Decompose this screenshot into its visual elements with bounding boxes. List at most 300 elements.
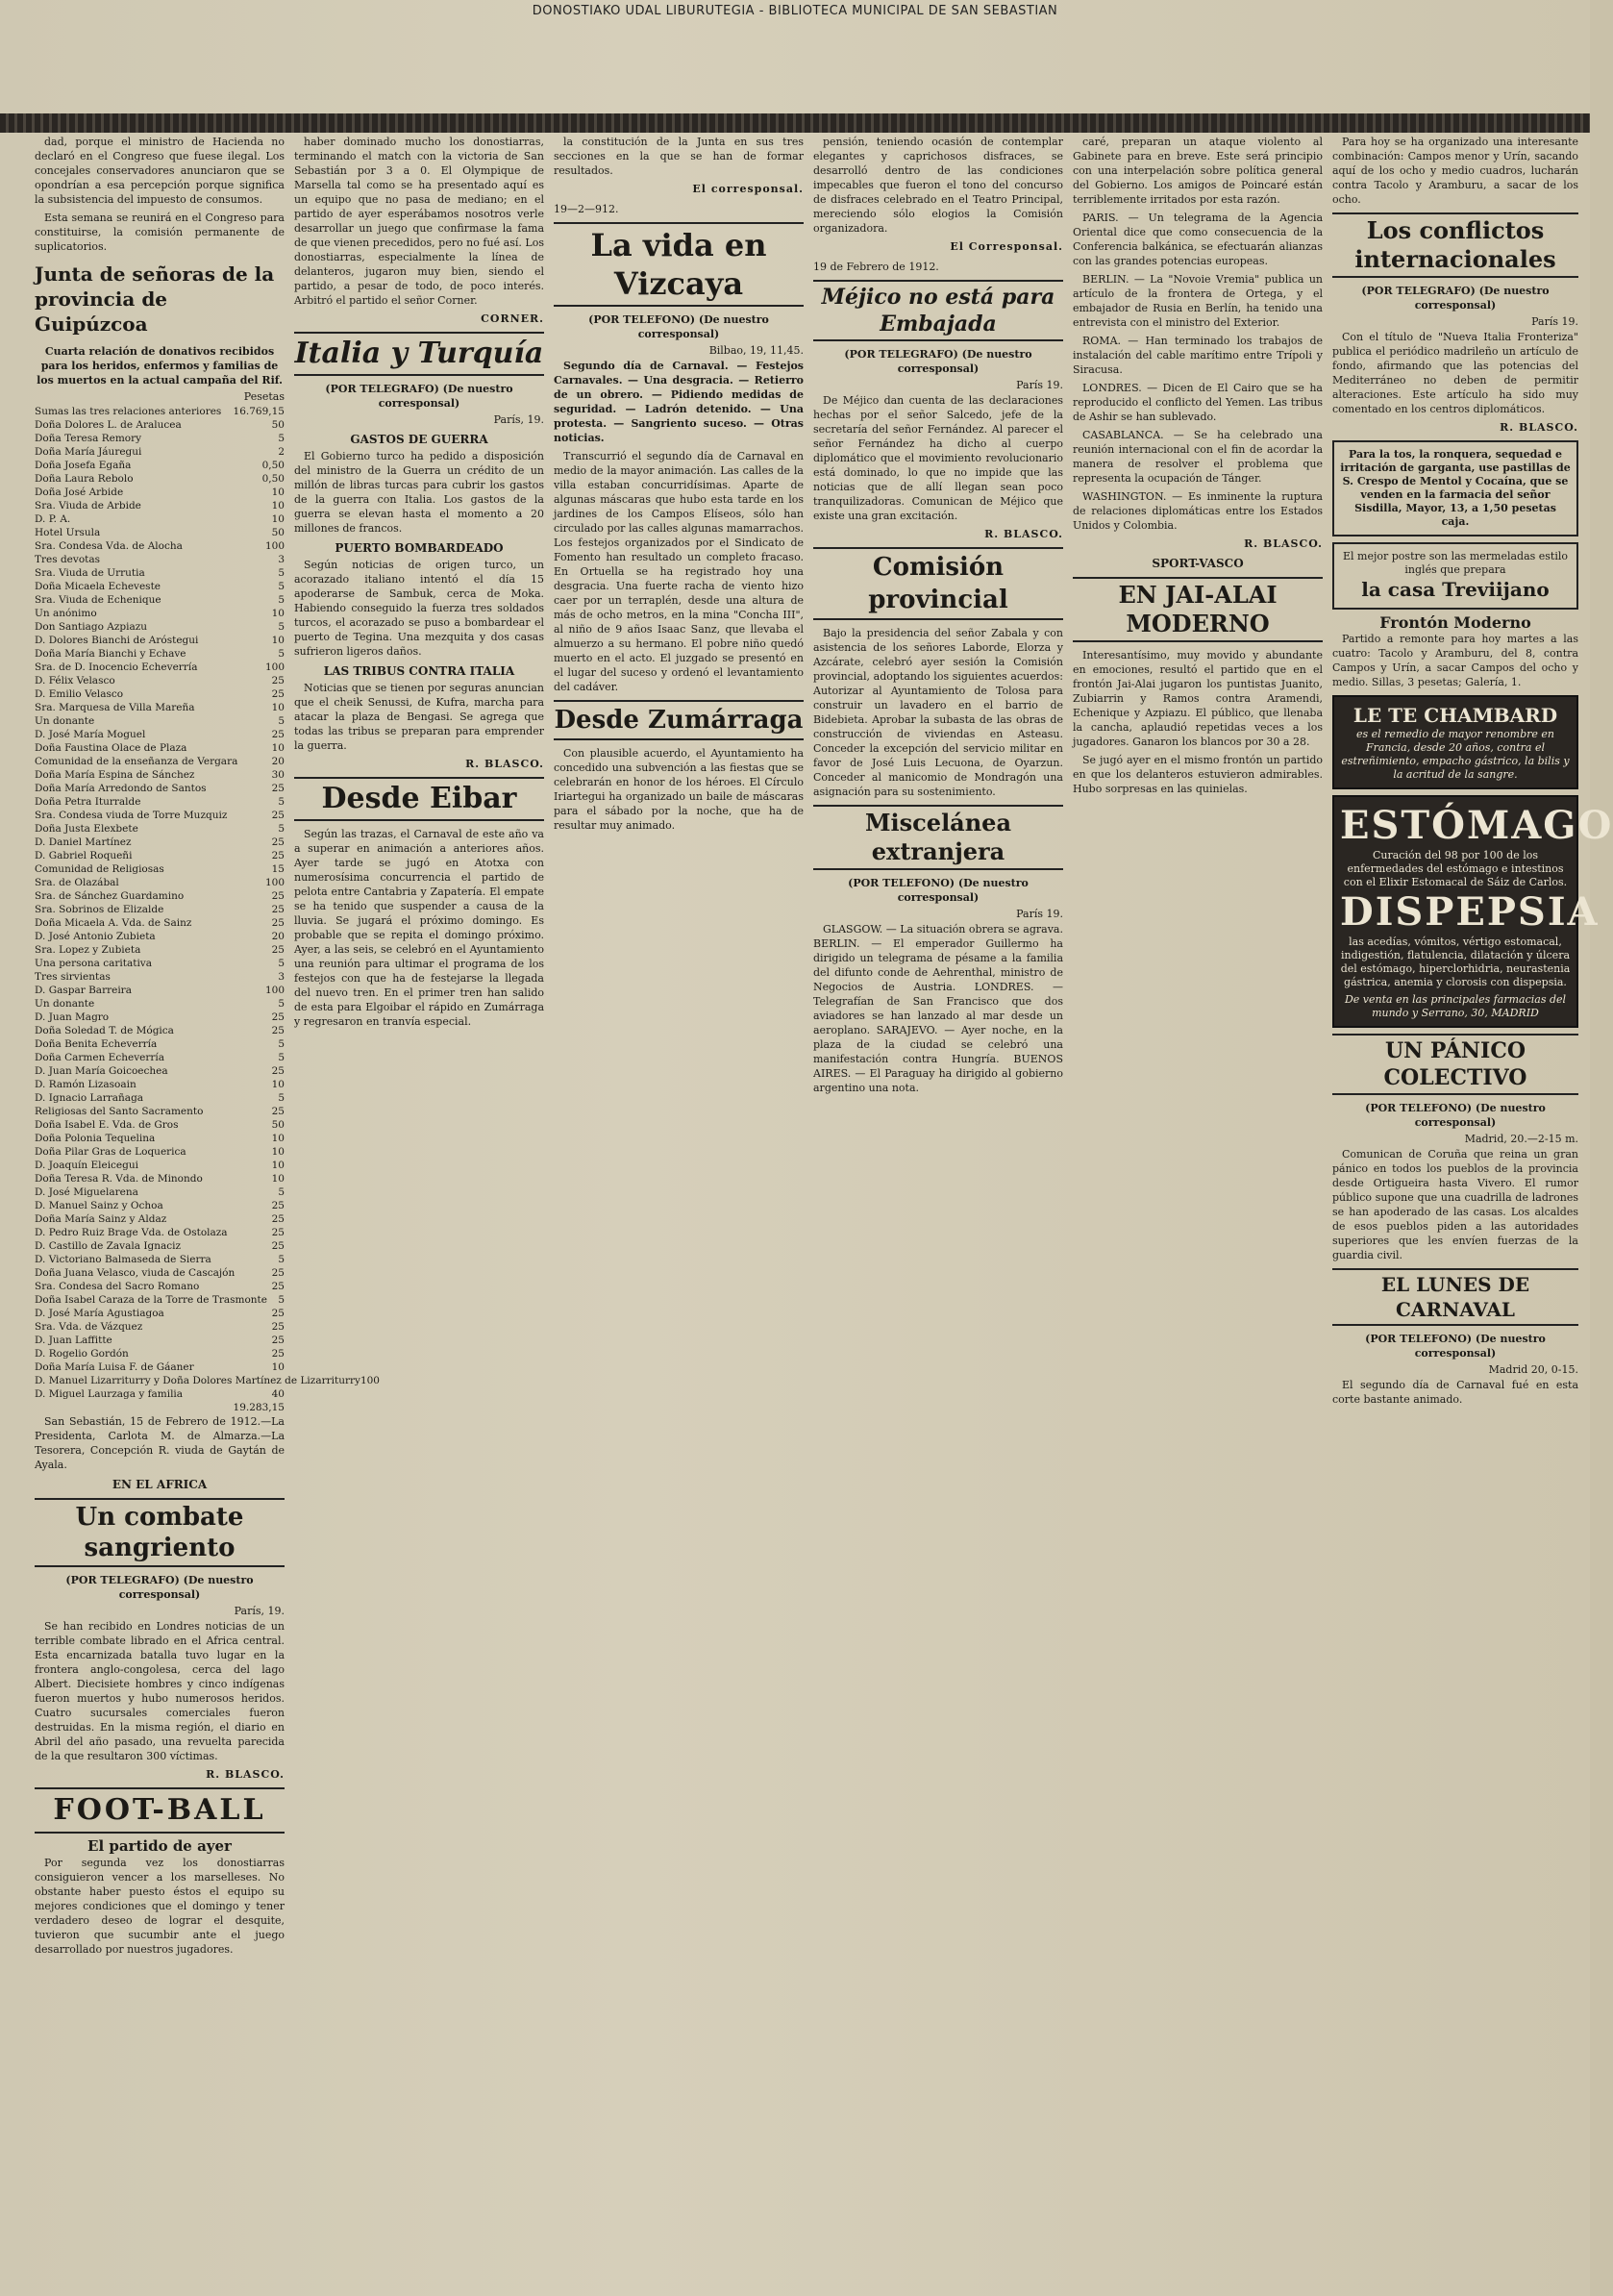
advert-text: Curación del 98 por 100 de los enfermedades del estómago e intestinos con el Elixir Estomacal de Sáiz de Carlos.: [1343, 849, 1568, 888]
ledger-row: [35, 1051, 285, 1064]
advert-name: LE TE CHAMBARD: [1352, 704, 1558, 727]
donation-amount: 10: [271, 1361, 285, 1373]
source-line: (POR TELEGRAFO) (De nuestro corresponsal): [844, 348, 1032, 375]
subheadline-partido: El partido de ayer: [87, 1837, 232, 1855]
donation-amount: 25: [271, 783, 285, 794]
donor-name: D. Miguel Laurzaga y familia: [35, 1388, 184, 1400]
donor-name: Sra. Marquesa de Villa Mareña: [35, 702, 195, 713]
ledger-row: [35, 876, 285, 889]
ledger-row: [35, 741, 285, 755]
archive-caption: DONOSTIAKO UDAL LIBURUTEGIA - BIBLIOTECA MUNICIPAL DE SAN SEBASTIAN: [532, 4, 1058, 18]
donor-name: Sra. Vda. de Vázquez: [35, 1321, 143, 1333]
article-text: Transcurrió el segundo día de Carnaval en medio de la mayor animación. Las calles de la villa estaban concurridísimas. Aparte de algunas máscaras que hubo esta tarde en los jardines de los Campos Elíseos, sólo han circulado por las calles algunas mamarrachos. Los festejos organizados por el Sindicato de Fomento han resultado un completo fracaso. En Ortuella se ha registrado hoy una desgracia. Una fuerte racha de viento hizo caer por un terraplén, desde una altura de más de ocho metros, en la mina "Concha III", al niño de 9 años Isaac Sanz, que llevaba el almuerzo a su hermano. El pobre niño quedó muerto en el acto. El juzgado se presentó en el lugar del suceso y ordenó el levantamiento del cadáver.: [554, 450, 804, 693]
ledger-row: [35, 459, 285, 472]
column-2: [294, 135, 544, 2290]
signature: El corresponsal.: [692, 183, 804, 195]
column-4: [813, 135, 1063, 2290]
ledger-row: [35, 795, 285, 809]
ledger-row: [35, 782, 285, 795]
article-lead: Segundo día de Carnaval. — Festejos Carnavales. — Una desgracia. — Retierro de un obrero. — Pidiendo medidas de seguridad. — Ladrón detenido. — Una protesta. — Sangriento suceso. — Otras noticias.: [554, 360, 804, 444]
ledger-row: [35, 1091, 285, 1105]
donor-name: Don Santiago Azpiazu: [35, 621, 148, 633]
ledger-row: [35, 1011, 285, 1024]
donor-name: Doña Teresa Remory: [35, 433, 142, 444]
donor-name: Sra. Sobrinos de Elizalde: [35, 904, 164, 915]
dateline: París, 19.: [234, 1605, 285, 1617]
donation-amount: 5: [278, 1092, 285, 1104]
donor-name: Sra. de Olazábal: [35, 877, 119, 888]
donor-name: Doña María Arredondo de Santos: [35, 783, 207, 794]
junta-subhead: Cuarta relación de donativos recibidos para los heridos, enfermos y familias de los muertos en la actual campaña del Rif.: [37, 345, 283, 387]
ledger-row: [35, 687, 285, 701]
donor-name: Sumas las tres relaciones anteriores: [35, 406, 222, 417]
donation-amount: 25: [271, 1011, 285, 1023]
donation-amount: 10: [271, 1133, 285, 1144]
advert-trevijano: [1332, 542, 1578, 610]
donor-name: Doña Soledad T. de Mógica: [35, 1025, 174, 1036]
ledger-row: [35, 1159, 285, 1172]
donor-name: Doña Micaela A. Vda. de Sainz: [35, 917, 192, 929]
dateline: 19—2—912.: [554, 203, 619, 215]
advert-chambard: [1332, 695, 1578, 789]
donation-amount: 5: [278, 958, 285, 969]
ledger-row: [35, 1105, 285, 1118]
donor-name: Doña María Luisa F. de Gáaner: [35, 1361, 194, 1373]
donor-name: D. Rogelio Gordón: [35, 1348, 129, 1360]
donation-amount: 10: [271, 1146, 285, 1158]
article-text: Según noticias de origen turco, un acorazado italiano intentó el día 15 apoderarse de Sambuk, cerca de Moka. Habiendo conseguido la fuerza tres soldados turcos, el acorazado se puso a bombardear el puerto de Tegina. Una mezquita y dos casas sufrieron ligeros daños.: [294, 559, 544, 658]
dateline: Madrid 20, 0-15.: [1488, 1363, 1578, 1376]
article-text: ROMA. — Han terminado los trabajos de instalación del cable marítimo entre Trípoli y Siracusa.: [1073, 335, 1323, 376]
headline-comision: Comisión provincial: [813, 547, 1063, 620]
donor-name: Un donante: [35, 715, 95, 727]
ledger-row: [35, 674, 285, 687]
dateline: París 19.: [1531, 315, 1578, 328]
donor-name: D. Ignacio Larrañaga: [35, 1092, 144, 1104]
donor-name: Sra. Viuda de Urrutia: [35, 567, 145, 579]
donation-amount: 10: [271, 742, 285, 754]
ledger-row: [35, 1132, 285, 1145]
advert-text: las acedías, vómitos, vértigo estomacal, indigestión, flatulencia, dilatación y úlcera del estómago, hiperclorhidria, neurastenia gástrica, anemia y clorosis con dispepsia.: [1340, 936, 1571, 988]
donor-name: D. Joaquín Eleicegui: [35, 1160, 138, 1171]
ledger-row: [35, 849, 285, 862]
donor-name: Sra. de D. Inocencio Echeverría: [35, 661, 198, 673]
donation-amount: 50: [271, 419, 285, 431]
donation-amount: 30: [271, 769, 285, 781]
ledger-row: [35, 1387, 285, 1401]
donation-amount: 5: [278, 998, 285, 1010]
donor-name: Doña Carmen Echeverría: [35, 1052, 165, 1063]
ledger-row: [35, 836, 285, 849]
donation-amount: 25: [271, 1213, 285, 1225]
source-line: (POR TELEGRAFO) (De nuestro corresponsal): [1361, 285, 1550, 312]
donor-name: D. José María Moguel: [35, 729, 146, 740]
ledger-row: [35, 822, 285, 836]
ledger-row: [35, 1307, 285, 1320]
ledger-row: [35, 566, 285, 580]
donor-name: Sra. Condesa Vda. de Alocha: [35, 540, 183, 552]
ledger-row: [35, 714, 285, 728]
signature: CORNER.: [481, 312, 544, 325]
donor-name: D. P. A.: [35, 513, 71, 525]
donation-amount: 10: [271, 1079, 285, 1090]
donor-name: D. Emilio Velasco: [35, 688, 124, 700]
donation-amount: 5: [278, 621, 285, 633]
donation-amount: 25: [271, 836, 285, 848]
article-text: El segundo día de Carnaval fué en esta corte bastante animado.: [1332, 1379, 1578, 1406]
donor-name: Sra. Viuda de Arbide: [35, 500, 141, 512]
article-text: Se han recibido en Londres noticias de un terrible combate librado en el Africa central. Esta encarnizada batalla tuvo lugar en la frontera anglo-congolesa, cerca del lago Albert. Diecisiete hombres y cinco indígenas fueron muertos y hubo numerosos heridos. Cuatro sucursales comerciales fueron destruidas. En la misma región, el diario en Abril del año pasado, una revuelta parecida de la que resultaron 300 víctimas.: [35, 1620, 285, 1762]
donation-amount: 5: [278, 715, 285, 727]
article-text: Noticias que se tienen por seguras anuncian que el cheik Senussi, de Kufra, marcha para atacar la plaza de Bengasi. Se agrega que todas las tribus se preparan para emprender la guerra.: [294, 682, 544, 752]
ledger-row: [35, 1253, 285, 1266]
donor-name: Doña Laura Rebolo: [35, 473, 134, 485]
donation-amount: 25: [271, 1348, 285, 1360]
column-1: [35, 135, 380, 2290]
donor-name: Doña Justa Elexbete: [35, 823, 138, 835]
ledger-row: [35, 862, 285, 876]
headline-lunes: EL LUNES DE CARNAVAL: [1332, 1268, 1578, 1326]
article-text: Esta semana se reunirá en el Congreso para constituirse, la comisión permanente de suplicatorios.: [35, 212, 285, 253]
donation-amount: 25: [271, 1200, 285, 1211]
ledger-row: [35, 970, 285, 984]
donation-amount: 5: [278, 796, 285, 808]
donation-amount: 5: [278, 1186, 285, 1198]
ledger-row: [35, 997, 285, 1011]
article-text: De Méjico dan cuenta de las declaraciones hechas por el señor Salcedo, jefe de la secretaría del señor Fernández. Al parecer el señor Fernández ha dicho al cuerpo diplomático que el movimiento revolucionario está dominado, lo que no impide que las noticias que de allí llegan sean poco tranquilizadoras. Comunican de Méjico que existe una gran excitación.: [813, 394, 1063, 522]
ledger-row: [35, 607, 285, 620]
donation-amount: 10: [271, 635, 285, 646]
ledger-row: [35, 1078, 285, 1091]
donor-name: Tres sirvientas: [35, 971, 111, 983]
donation-amount: 25: [271, 1240, 285, 1252]
donation-amount: 20: [271, 931, 285, 942]
article-text: PARIS. — Un telegrama de la Agencia Oriental dice que como consecuencia de la Conferencia balkánica, se efectuarán alianzas con las grandes potencias europeas.: [1073, 212, 1323, 267]
article-text: Con plausible acuerdo, el Ayuntamiento ha concedido una subvención a las fiestas que se celebrarán en honor de los héroes. El Círculo Iriartegui ha organizado un baile de máscaras para el sábado por la noche, que ha de resultar muy animado.: [554, 747, 804, 832]
donation-amount: 100: [264, 540, 285, 552]
source-line: (POR TELEFONO) (De nuestro corresponsal): [588, 313, 769, 340]
advert-name: ESTÓMAGO: [1340, 803, 1613, 848]
headline-zumarraga: Desde Zumárraga: [554, 700, 804, 740]
fronton-heading: Frontón Moderno: [1379, 613, 1531, 632]
ledger-row: [35, 647, 285, 661]
donation-amount: 10: [271, 500, 285, 512]
ledger-row: [35, 1064, 285, 1078]
article-text: San Sebastián, 15 de Febrero de 1912.—La Presidenta, Carlota M. de Almarza.—La Tesorera, Concepción R. viuda de Gaytán de Ayala.: [35, 1415, 285, 1471]
donor-name: Doña Pilar Gras de Loquerica: [35, 1146, 186, 1158]
donor-name: Comunidad de Religiosas: [35, 863, 164, 875]
ledger-row: [35, 889, 285, 903]
ledger-row: [35, 809, 285, 822]
donor-name: D. Manuel Sainz y Ochoa: [35, 1200, 163, 1211]
ledger-row: [35, 1360, 285, 1374]
donor-name: Doña María Bianchi y Echave: [35, 648, 186, 660]
donation-amount: 10: [271, 1160, 285, 1171]
ledger-row: [35, 661, 285, 674]
headline-italia: Italia y Turquía: [294, 332, 544, 376]
donor-name: D. José María Agustiagoa: [35, 1308, 164, 1319]
donor-name: D. Juan Magro: [35, 1011, 110, 1023]
source-line: (POR TELEGRAFO) (De nuestro corresponsal): [325, 383, 513, 410]
article-text: haber dominado mucho los donostiarras, terminando el match con la victoria de San Sebastián por 3 a 0. El Olympique de Marsella tal como se ha presentado aquí es un equipo que no pasa de mediano; en el partido de ayer esperábamos nosotros verle desarrollar un juego que confirmase la fama de que vienen precedidos, pero no fué así. Los donostiarras, especialmente la línea de delanteros, jugaron muy bien, siendo el partido, a pesar de todo, de poco interés. Arbitró el partido el señor Corner.: [294, 136, 544, 307]
headline-combate: Un combate sangriento: [35, 1498, 285, 1567]
donation-amount: 25: [271, 1335, 285, 1346]
article-text: GLASGOW. — La situación obrera se agrava. BERLIN. — El emperador Guillermo ha dirigido un telegrama de pésame a la familia del difunto conde de Aehrenthal, ministro de Negocios de Austria. LONDRES. — Telegrafían de San Francisco que dos aviadores se han lanzado al mar desde un aeroplano. SARAJEVO. — Ayer noche, en la plaza de la ciudad se celebró una manifestación contra Hungría. BUENOS AIRES. — El Paraguay ha dirigido al gobierno argentino una nota.: [813, 923, 1063, 1094]
donor-name: D. Victoriano Balmaseda de Sierra: [35, 1254, 211, 1265]
ledger-row: [35, 512, 285, 526]
donation-amount: 25: [271, 1267, 285, 1279]
source-line: (POR TELEFONO) (De nuestro corresponsal): [1365, 1102, 1546, 1129]
source-line: (POR TELEFONO) (De nuestro corresponsal): [848, 877, 1029, 904]
dateline: Bilbao, 19, 11,45.: [708, 344, 804, 357]
ledger-row: [35, 526, 285, 539]
headline-jaialai: EN JAI-ALAI MODERNO: [1073, 577, 1323, 642]
donor-name: D. Gaspar Barreira: [35, 985, 132, 996]
article-text: pensión, teniendo ocasión de contemplar elegantes y caprichosos disfraces, se desarrolló dentro de las condiciones impecables que fueron el tono del concurso de disfraces celebrado en el Teatro Principal, mereciendo sólo elogios la Comisión organizadora.: [813, 136, 1063, 235]
article-text: CASABLANCA. — Se ha celebrado una reunión internacional con el fin de acordar la manera de resolver el problema que representa la ocupación de Tánger.: [1073, 429, 1323, 485]
ledger-row: [35, 1226, 285, 1239]
article-text: Partido a remonte para hoy martes a las cuatro: Tacolo y Aramburu, del 8, contra Campos y Urín, a sacar Campos del ocho y medio. Sillas, 3 pesetas; Galería, 1.: [1332, 633, 1578, 688]
advert-pastillas: [1332, 440, 1578, 537]
donor-name: Doña José Arbide: [35, 487, 124, 498]
ledger-row: [35, 728, 285, 741]
section-label: PUERTO BOMBARDEADO: [335, 541, 504, 555]
donor-name: D. Félix Velasco: [35, 675, 115, 686]
donation-amount: 5: [278, 1294, 285, 1306]
donation-amount: 25: [271, 1106, 285, 1117]
section-label: EN EL AFRICA: [112, 1478, 208, 1491]
donation-amount: 25: [271, 810, 285, 821]
donation-amount: 3: [278, 554, 285, 565]
donation-amount: 10: [271, 1173, 285, 1185]
ledger-row: [35, 445, 285, 459]
article-text: WASHINGTON. — Es inminente la ruptura de relaciones diplomáticas entre los Estados Unidos y Colombia.: [1073, 490, 1323, 532]
ledger-row: [35, 957, 285, 970]
donor-name: D. Ramón Lizasoain: [35, 1079, 136, 1090]
donation-amount: 25: [271, 904, 285, 915]
ledger-row: [35, 499, 285, 512]
ledger-row: [35, 1024, 285, 1037]
donor-name: D. Daniel Martínez: [35, 836, 132, 848]
ledger-row: [35, 1118, 285, 1132]
donor-name: D. José Miguelarena: [35, 1186, 138, 1198]
donor-name: Doña Isabel Caraza de la Torre de Trasmonte: [35, 1294, 267, 1306]
ledger-row: [35, 580, 285, 593]
columns: [35, 135, 1613, 2290]
advert-text: es el remedio de mayor renombre en Francia, desde 20 años, contra el estreñimiento, empacho gástrico, la bilis y la acritud de la sangre.: [1341, 728, 1570, 781]
article-text: Por segunda vez los donostiarras consiguieron vencer a los marselleses. No obstante haber puesto éstos el equipo su mejores condiciones que el domingo y tener verdadero deseo de lograr el desquite, tuvieron que sucumbir ante el juego desarrollado por nuestros jugadores.: [35, 1857, 285, 1956]
donor-name: Hotel Ursula: [35, 527, 101, 538]
ledger-row: [35, 634, 285, 647]
donation-amount: 40: [271, 1388, 285, 1400]
donation-amount: 5: [278, 567, 285, 579]
ledger-row: [35, 1320, 285, 1334]
donor-name: Doña María Espina de Sánchez: [35, 769, 195, 781]
signature: R. BLASCO.: [465, 758, 544, 770]
ledger-row: [35, 1293, 285, 1307]
ledger-row: [35, 1185, 285, 1199]
ledger-row: [35, 486, 285, 499]
donation-amount: 15: [271, 863, 285, 875]
signature: El Corresponsal.: [950, 240, 1063, 253]
ledger-row: [35, 1172, 285, 1185]
dateline: París, 19.: [493, 413, 544, 426]
section-label: SPORT-VASCO: [1152, 557, 1244, 570]
headline-vizcaya: La vida en Vizcaya: [554, 222, 804, 307]
donor-name: Un donante: [35, 998, 95, 1010]
donation-amount: 5: [278, 433, 285, 444]
advert-text: El mejor postre son las mermeladas estilo inglés que prepara: [1342, 550, 1569, 576]
donor-name: D. Dolores Bianchi de Aróstegui: [35, 635, 199, 646]
donor-name: Sra. Viuda de Echenique: [35, 594, 161, 606]
ledger-row: [35, 1199, 285, 1212]
headline-conflictos: Los conflictos internacionales: [1332, 212, 1578, 278]
donor-name: Doña María Jáuregui: [35, 446, 142, 458]
donor-name: Un anónimo: [35, 608, 97, 619]
advert-name: DISPEPSIA: [1340, 889, 1600, 935]
signature: R. BLASCO.: [1500, 421, 1578, 434]
donor-name: Sra. de Sánchez Guardamino: [35, 890, 185, 902]
donor-name: Doña Faustina Olace de Plaza: [35, 742, 187, 754]
ledger-row: [35, 768, 285, 782]
donation-amount: 25: [271, 1308, 285, 1319]
ledger-row: [35, 1280, 285, 1293]
ledger-row: [35, 1037, 285, 1051]
donation-amount: 25: [271, 675, 285, 686]
article-text: Interesantísimo, muy movido y abundante en emociones, resultó el partido que en el frontón Jai-Alai jugaron los puntistas Juanito, Zubiarrin y Ramos contra Aramendi, Echenique y Azpiazu. El público, que llenaba la cancha, aplaudió repetidas veces a los jugadores. Ganaron los blancos por 30 a 28.: [1073, 649, 1323, 748]
donor-name: Tres devotas: [35, 554, 101, 565]
donor-name: Doña Teresa R. Vda. de Minondo: [35, 1173, 203, 1185]
donation-amount: 5: [278, 1052, 285, 1063]
article-text: BERLIN. — La "Novoie Vremia" publica un artículo de la frontera de Ortega, y el embajador de Rusia en Berlín, ha tenido una entrevista con el ministro del Exterior.: [1073, 273, 1323, 329]
donation-amount: 25: [271, 917, 285, 929]
ledger-row: [35, 930, 285, 943]
ledger-row: [35, 916, 285, 930]
donation-amount: 100: [264, 877, 285, 888]
headline-junta: Junta de señoras de la provincia de Guipúzcoa: [35, 262, 275, 336]
article-text: Con el título de "Nueva Italia Fronteriza" publica el periódico madrileño un artículo de fondo, afirmando que las potencias del Mediterráneo no deben de permitir alteraciones. Este artículo ha sido muy comentado en los centros diplomáticos.: [1332, 331, 1578, 415]
ledger-row: [35, 553, 285, 566]
ledger-row: [35, 432, 285, 445]
donor-name: Sra. Condesa viuda de Torre Muzquiz: [35, 810, 228, 821]
advert-estomago: [1332, 795, 1613, 1028]
ledger-row: [35, 472, 285, 486]
donation-amount: 10: [271, 608, 285, 619]
ledger-row: [35, 701, 285, 714]
donation-amount: 5: [278, 594, 285, 606]
donation-amount: 25: [271, 1025, 285, 1036]
source-line: (POR TELEFONO) (De nuestro corresponsal): [1365, 1333, 1546, 1360]
ledger-row: [35, 943, 285, 957]
donor-name: Doña Isabel E. Vda. de Gros: [35, 1119, 179, 1131]
donor-name: Comunidad de la enseñanza de Vergara: [35, 756, 238, 767]
ledger-row: [35, 1266, 285, 1280]
donation-amount: 25: [271, 944, 285, 956]
masthead-band: [0, 113, 1590, 133]
donation-amount: 5: [278, 648, 285, 660]
article-text: Para hoy se ha organizado una interesante combinación: Campos menor y Urín, sacando aquí de los ocho y medio cuadros, lucharán contra Tacolo y Aramburu, a sacar de los ocho.: [1332, 136, 1578, 206]
column-3: [554, 135, 804, 2290]
donor-name: Doña Polonia Tequelina: [35, 1133, 156, 1144]
donation-amount: 5: [278, 1038, 285, 1050]
donation-amount: 16.769,15: [233, 406, 285, 417]
headline-miscelanea: Miscelánea extranjera: [813, 805, 1063, 870]
article-text: caré, preparan un ataque violento al Gabinete para en breve. Este será principio con una interpelación sobre política general del Gobierno. Los amigos de Poincaré están terriblemente irritados por esta razón.: [1073, 136, 1323, 206]
donor-name: D. Manuel Lizarriturry y Doña Dolores Martínez de Lizarriturry: [35, 1375, 360, 1386]
donation-amount: 25: [271, 1281, 285, 1292]
pesetas-label: Pesetas: [243, 390, 285, 403]
column-6: [1332, 135, 1613, 2290]
donor-name: Sra. Condesa del Sacro Romano: [35, 1281, 200, 1292]
source-line: (POR TELEGRAFO) (De nuestro corresponsal): [65, 1574, 254, 1601]
donation-amount: 5: [278, 823, 285, 835]
signature: R. BLASCO.: [1244, 537, 1323, 550]
donor-name: Doña Dolores L. de Aralucea: [35, 419, 182, 431]
article-text: Se jugó ayer en el mismo frontón un partido en que los delanteros estuvieron admirables. Hubo sorpresas en las quinielas.: [1073, 754, 1323, 795]
dateline: París 19.: [1016, 908, 1063, 920]
ledger-row: [35, 405, 285, 418]
donation-amount: 20: [271, 756, 285, 767]
dateline: Madrid, 20.—2-15 m.: [1464, 1133, 1578, 1145]
donor-name: D. José Antonio Zubieta: [35, 931, 156, 942]
advert-footer: De venta en las principales farmacias del mundo y Serrano, 30, MADRID: [1344, 993, 1567, 1019]
donation-amount: 10: [271, 513, 285, 525]
headline-panico: UN PÁNICO COLECTIVO: [1332, 1034, 1578, 1095]
donor-name: Doña Juana Velasco, viuda de Cascajón: [35, 1267, 236, 1279]
ledger-total: 19.283,15: [233, 1402, 285, 1413]
section-label: LAS TRIBUS CONTRA ITALIA: [323, 664, 515, 678]
article-text: la constitución de la Junta en sus tres secciones en la que se han de formar resultados.: [554, 136, 804, 177]
advert-name: la casa Treviijano: [1361, 578, 1550, 601]
ledger-row: [35, 984, 285, 997]
donor-name: D. Castillo de Zavala Ignaciz: [35, 1240, 181, 1252]
ledger-row: [35, 1374, 380, 1387]
ledger-row: [35, 1145, 285, 1159]
ledger-row: [35, 1239, 285, 1253]
donor-name: Doña Petra Iturralde: [35, 796, 141, 808]
donor-name: Una persona caritativa: [35, 958, 153, 969]
donor-name: Doña Josefa Egaña: [35, 460, 132, 471]
donor-name: Doña Benita Echeverría: [35, 1038, 158, 1050]
ledger-row: [35, 418, 285, 432]
donation-amount: 50: [271, 527, 285, 538]
ledger-row: [35, 1347, 285, 1360]
ledger-row: [35, 1334, 285, 1347]
donation-amount: 0,50: [261, 460, 285, 471]
article-text: LONDRES. — Dicen de El Cairo que se ha reproducido el conflicto del Yemen. Las tribus de Ashir se han sublevado.: [1073, 382, 1323, 423]
ledger-row: [35, 903, 285, 916]
donation-amount: 50: [271, 1119, 285, 1131]
donation-amount: 0,50: [261, 473, 285, 485]
donation-amount: 25: [271, 1321, 285, 1333]
donation-amount: 25: [271, 729, 285, 740]
donation-amount: 10: [271, 487, 285, 498]
article-text: Comunican de Coruña que reina un gran pánico en todos los pueblos de la provincia desde Ortigueira hasta Vivero. El rumor público supone que una cuadrilla de ladrones se han apoderado de las casas. Los alcaldes de esos pueblos piden a las autoridades superiores que les envíen fuerzas de la guardia civil.: [1332, 1148, 1578, 1261]
advert-text: Para la tos, la ronquera, sequedad e irritación de garganta, use pastillas de S. Crespo de Mentol y Cocaína, que se venden en la farmacia del señor Sisdilla, Mayor, 13, a 1,50 pesetas caja.: [1340, 448, 1571, 528]
donation-amount: 25: [271, 688, 285, 700]
donation-amount: 2: [278, 446, 285, 458]
ledger-row: [35, 539, 285, 553]
donation-amount: 100: [264, 985, 285, 996]
donation-amount: 10: [271, 702, 285, 713]
donation-amount: 100: [360, 1375, 380, 1386]
signature: R. BLASCO.: [984, 528, 1063, 540]
headline-eibar: Desde Eibar: [294, 777, 544, 821]
ledger-row: [35, 1212, 285, 1226]
donation-ledger: [35, 405, 380, 1401]
headline-mejico: Méjico no está para Embajada: [813, 280, 1063, 341]
dateline: 19 de Febrero de 1912.: [813, 261, 939, 273]
